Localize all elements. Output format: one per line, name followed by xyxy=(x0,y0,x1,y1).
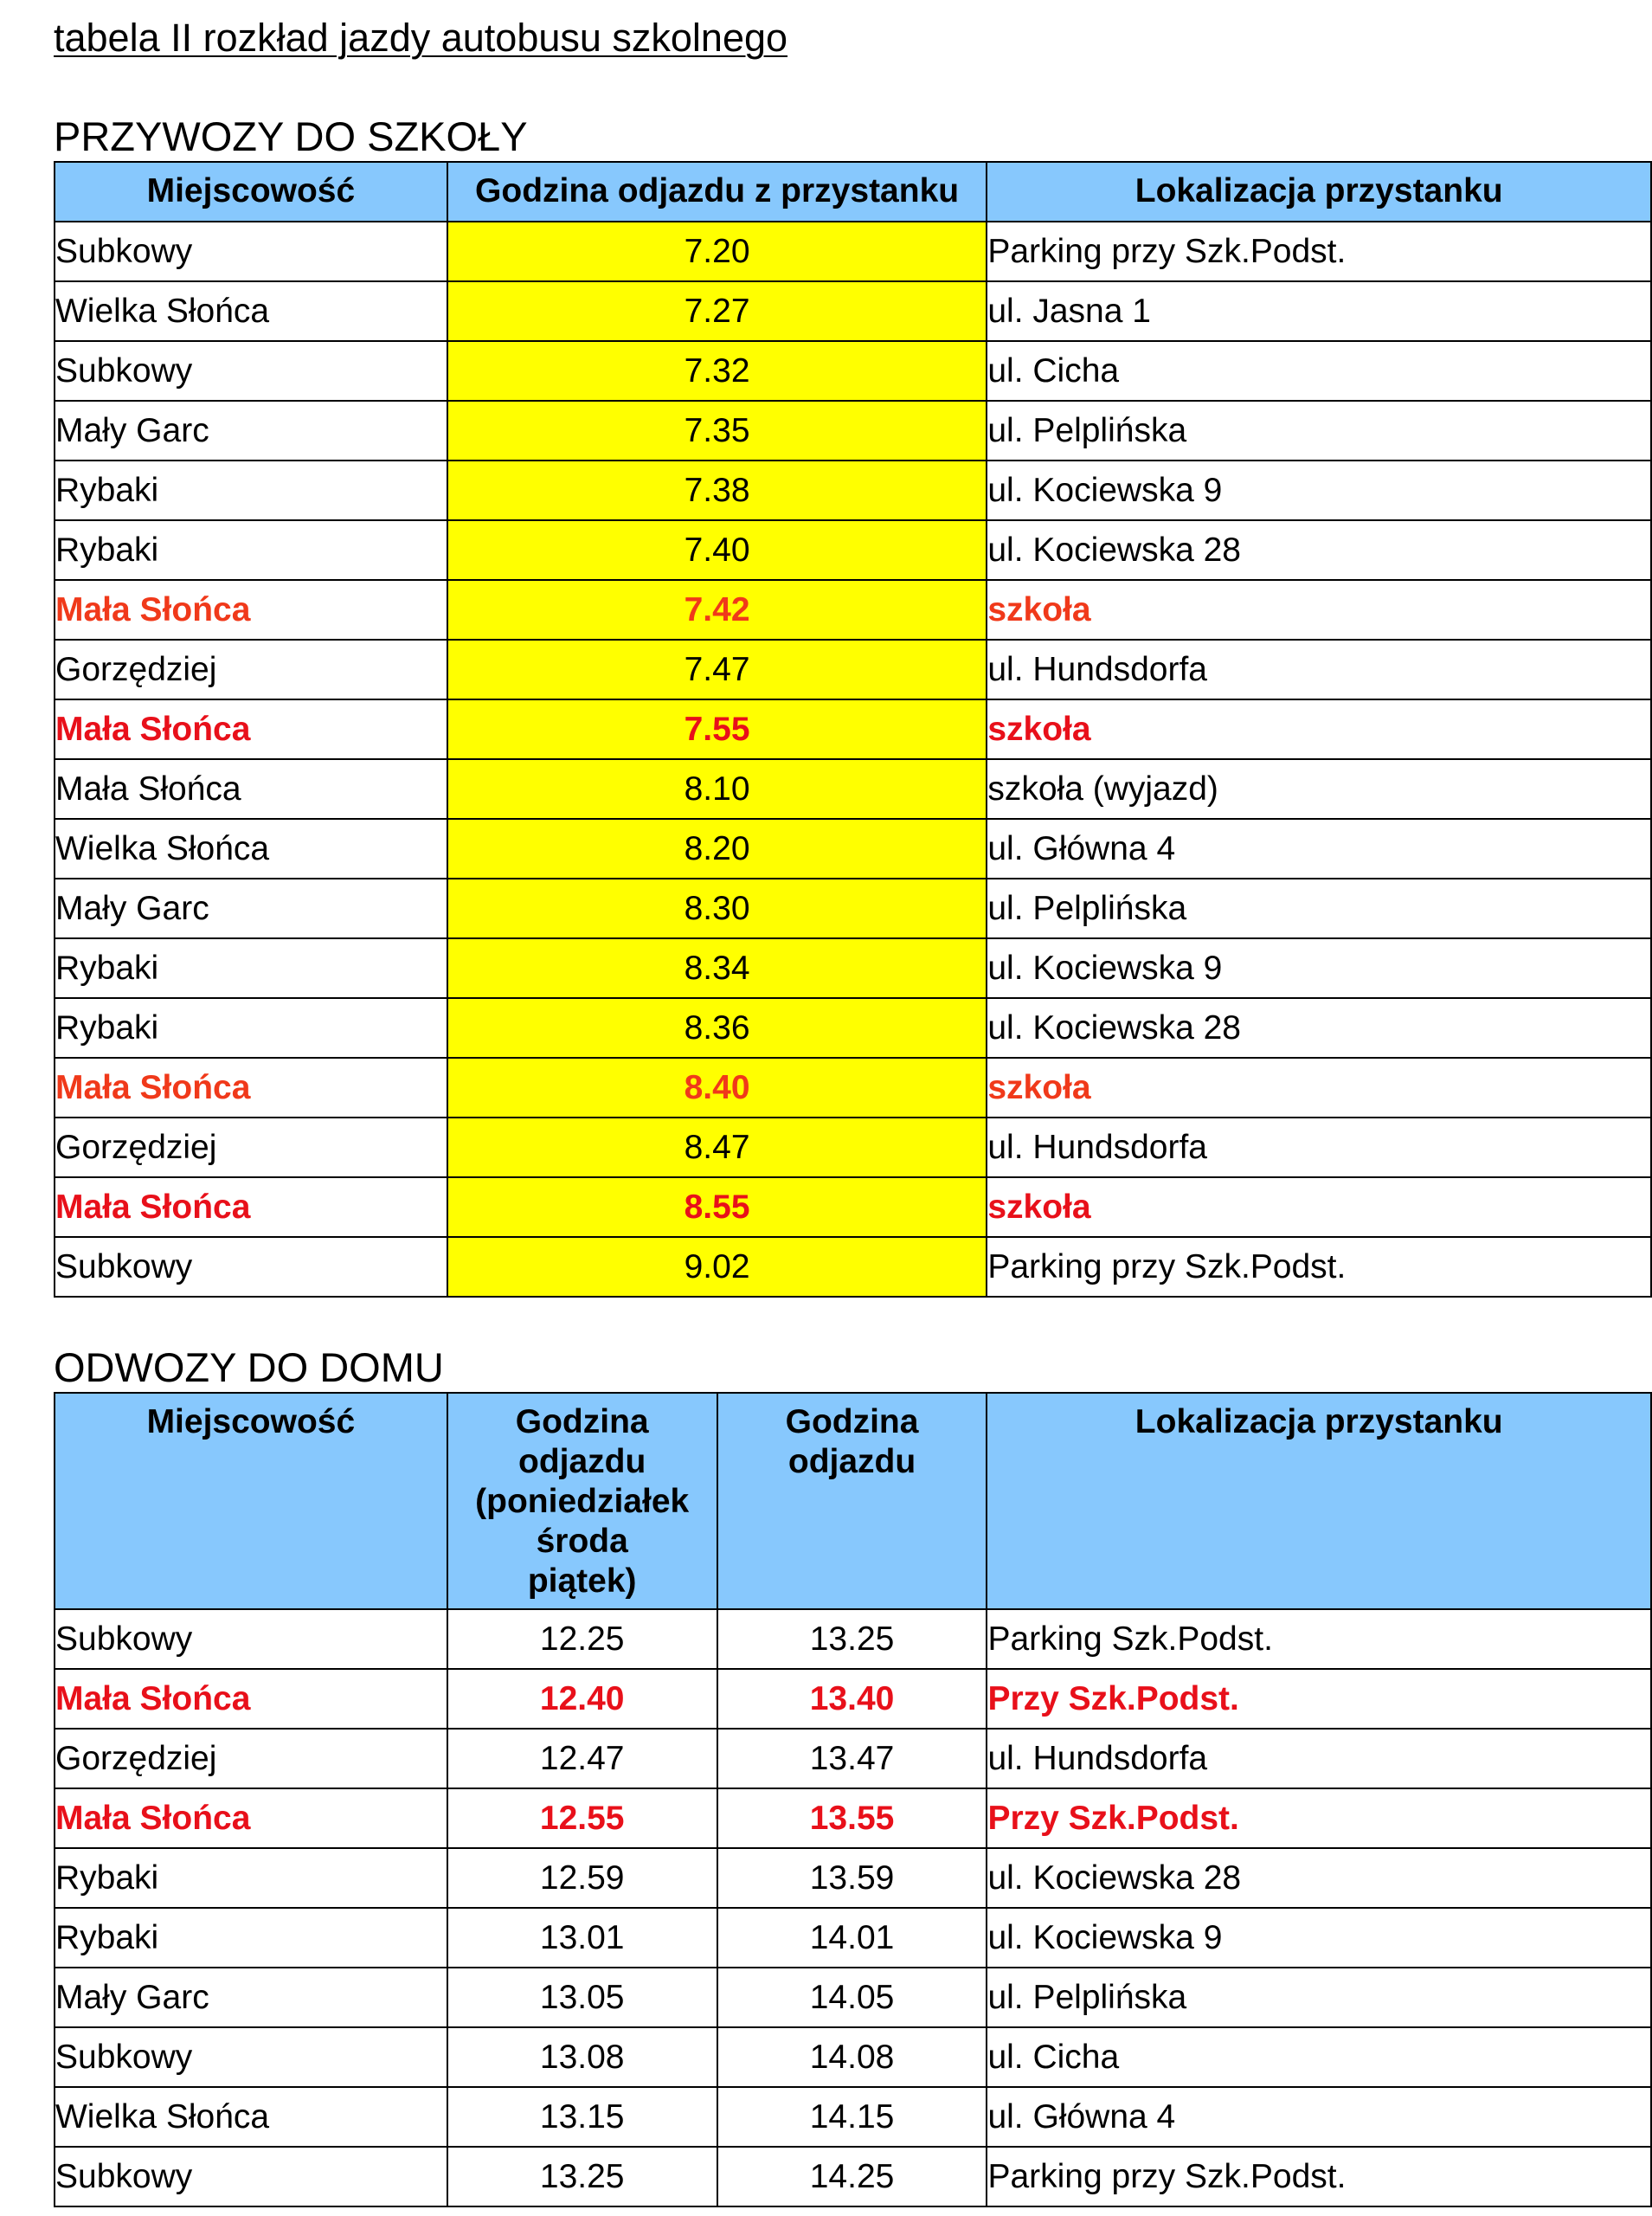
cell-stop-location: ul. Główna 4 xyxy=(987,819,1651,879)
cell-stop-location: ul. Jasna 1 xyxy=(987,281,1651,341)
table-header-row xyxy=(55,1393,1651,1609)
table-row xyxy=(55,2147,1651,2206)
header-stop-location: Lokalizacja przystanku xyxy=(987,1393,1651,1609)
table-row xyxy=(55,461,1651,520)
table-row xyxy=(55,1669,1651,1729)
table-row xyxy=(55,699,1651,759)
cell-stop-location: szkoła (wyjazd) xyxy=(987,759,1651,819)
przywozy-table xyxy=(54,161,1652,1298)
cell-place: Mała Słońca xyxy=(55,1177,447,1237)
header-departure-time xyxy=(717,1393,987,1609)
cell-departure-time-a: 13.05 xyxy=(447,1968,717,2027)
table-row xyxy=(55,998,1651,1058)
cell-departure-time: 8.30 xyxy=(447,879,987,938)
cell-departure-time-b: 14.25 xyxy=(717,2147,987,2206)
cell-stop-location: ul. Hundsdorfa xyxy=(987,640,1651,699)
cell-departure-time-b: 14.05 xyxy=(717,1968,987,2027)
cell-place: Subkowy xyxy=(55,1609,447,1669)
cell-place: Mała Słońca xyxy=(55,580,447,640)
page-title: tabela II rozkład jazdy autobusu szkolnego xyxy=(54,16,788,60)
cell-stop-location: Parking przy Szk.Podst. xyxy=(987,2147,1651,2206)
cell-place: Subkowy xyxy=(55,341,447,401)
cell-place: Rybaki xyxy=(55,520,447,580)
cell-place: Mała Słońca xyxy=(55,699,447,759)
cell-place: Rybaki xyxy=(55,1848,447,1908)
cell-place: Mała Słońca xyxy=(55,759,447,819)
cell-place: Rybaki xyxy=(55,938,447,998)
cell-departure-time: 8.10 xyxy=(447,759,987,819)
table-row xyxy=(55,281,1651,341)
cell-departure-time-a: 13.25 xyxy=(447,2147,717,2206)
cell-departure-time-a: 13.08 xyxy=(447,2027,717,2087)
cell-stop-location: ul. Pelplińska xyxy=(987,401,1651,461)
cell-departure-time-a: 13.01 xyxy=(447,1908,717,1968)
cell-departure-time: 8.34 xyxy=(447,938,987,998)
cell-stop-location: szkoła xyxy=(987,1058,1651,1118)
header-line: środa xyxy=(536,1523,628,1560)
cell-departure-time: 8.20 xyxy=(447,819,987,879)
cell-stop-location: ul. Kociewska 9 xyxy=(987,938,1651,998)
table-row xyxy=(55,819,1651,879)
cell-place: Mały Garc xyxy=(55,1968,447,2027)
table-row xyxy=(55,879,1651,938)
cell-place: Subkowy xyxy=(55,2147,447,2206)
table-row xyxy=(55,640,1651,699)
cell-place: Wielka Słońca xyxy=(55,2087,447,2147)
cell-stop-location: ul. Cicha xyxy=(987,341,1651,401)
cell-stop-location: szkoła xyxy=(987,1177,1651,1237)
cell-departure-time-b: 13.47 xyxy=(717,1729,987,1788)
cell-departure-time-b: 13.55 xyxy=(717,1788,987,1848)
cell-departure-time: 7.20 xyxy=(447,222,987,281)
cell-place: Mały Garc xyxy=(55,401,447,461)
table-row xyxy=(55,341,1651,401)
table-row xyxy=(55,1908,1651,1968)
cell-stop-location: ul. Pelplińska xyxy=(987,1968,1651,2027)
table-row xyxy=(55,1058,1651,1118)
cell-stop-location: ul. Kociewska 9 xyxy=(987,461,1651,520)
cell-departure-time-b: 14.01 xyxy=(717,1908,987,1968)
cell-place: Subkowy xyxy=(55,2027,447,2087)
table-header-row xyxy=(55,162,1651,222)
table-row xyxy=(55,938,1651,998)
cell-departure-time-a: 12.55 xyxy=(447,1788,717,1848)
cell-departure-time: 7.35 xyxy=(447,401,987,461)
cell-stop-location: ul. Kociewska 28 xyxy=(987,520,1651,580)
cell-departure-time: 8.36 xyxy=(447,998,987,1058)
cell-stop-location: Parking przy Szk.Podst. xyxy=(987,1237,1651,1297)
cell-stop-location: ul. Pelplińska xyxy=(987,879,1651,938)
cell-departure-time: 7.32 xyxy=(447,341,987,401)
cell-place: Mały Garc xyxy=(55,879,447,938)
cell-departure-time-b: 14.08 xyxy=(717,2027,987,2087)
cell-departure-time-a: 12.40 xyxy=(447,1669,717,1729)
cell-place: Rybaki xyxy=(55,1908,447,1968)
cell-stop-location: ul. Hundsdorfa xyxy=(987,1729,1651,1788)
cell-departure-time-a: 12.59 xyxy=(447,1848,717,1908)
header-departure-time: Godzina odjazdu z przystanku xyxy=(447,162,987,222)
cell-place: Rybaki xyxy=(55,998,447,1058)
cell-place: Mała Słońca xyxy=(55,1669,447,1729)
table-row xyxy=(55,1177,1651,1237)
cell-departure-time-a: 12.25 xyxy=(447,1609,717,1669)
cell-place: Wielka Słońca xyxy=(55,819,447,879)
cell-stop-location: ul. Kociewska 28 xyxy=(987,998,1651,1058)
header-departure-time-mon-wed-fri xyxy=(447,1393,717,1609)
header-stop-location: Lokalizacja przystanku xyxy=(987,162,1651,222)
header-place: Miejscowość xyxy=(55,1393,447,1609)
cell-place: Subkowy xyxy=(55,1237,447,1297)
cell-stop-location: Parking przy Szk.Podst. xyxy=(987,222,1651,281)
cell-stop-location: Przy Szk.Podst. xyxy=(987,1669,1651,1729)
cell-stop-location: ul. Cicha xyxy=(987,2027,1651,2087)
section-title-odwozy: ODWOZY DO DOMU xyxy=(54,1344,444,1390)
table-row xyxy=(55,1729,1651,1788)
header-line: Godzina xyxy=(785,1403,919,1440)
table-row xyxy=(55,759,1651,819)
cell-place: Gorzędziej xyxy=(55,1729,447,1788)
cell-departure-time-a: 12.47 xyxy=(447,1729,717,1788)
cell-departure-time-b: 13.59 xyxy=(717,1848,987,1908)
table-row xyxy=(55,1118,1651,1177)
cell-departure-time-b: 13.25 xyxy=(717,1609,987,1669)
table-row xyxy=(55,222,1651,281)
header-line: Godzina xyxy=(515,1403,649,1440)
table-row xyxy=(55,2087,1651,2147)
table-row xyxy=(55,1848,1651,1908)
cell-departure-time: 7.55 xyxy=(447,699,987,759)
cell-stop-location: ul. Główna 4 xyxy=(987,2087,1651,2147)
cell-place: Rybaki xyxy=(55,461,447,520)
cell-place: Gorzędziej xyxy=(55,640,447,699)
table-row xyxy=(55,1609,1651,1669)
cell-stop-location: ul. Kociewska 9 xyxy=(987,1908,1651,1968)
header-line: odjazdu xyxy=(518,1443,646,1480)
cell-stop-location: szkoła xyxy=(987,580,1651,640)
cell-departure-time-b: 14.15 xyxy=(717,2087,987,2147)
table-row xyxy=(55,520,1651,580)
cell-place: Wielka Słońca xyxy=(55,281,447,341)
table-row xyxy=(55,1968,1651,2027)
cell-stop-location: Przy Szk.Podst. xyxy=(987,1788,1651,1848)
cell-departure-time: 7.40 xyxy=(447,520,987,580)
cell-stop-location: ul. Hundsdorfa xyxy=(987,1118,1651,1177)
table-row xyxy=(55,401,1651,461)
cell-departure-time: 9.02 xyxy=(447,1237,987,1297)
cell-place: Mała Słońca xyxy=(55,1058,447,1118)
cell-stop-location: Parking Szk.Podst. xyxy=(987,1609,1651,1669)
header-line: (poniedziałek xyxy=(475,1483,690,1520)
cell-departure-time: 7.27 xyxy=(447,281,987,341)
cell-departure-time: 7.38 xyxy=(447,461,987,520)
cell-departure-time-a: 13.15 xyxy=(447,2087,717,2147)
cell-departure-time: 7.47 xyxy=(447,640,987,699)
header-line: piątek) xyxy=(527,1562,637,1600)
table-row xyxy=(55,2027,1651,2087)
cell-departure-time: 7.42 xyxy=(447,580,987,640)
odwozy-table xyxy=(54,1392,1652,2207)
cell-departure-time-b: 13.40 xyxy=(717,1669,987,1729)
section-title-przywozy: PRZYWOZY DO SZKOŁY xyxy=(54,113,528,159)
cell-stop-location: ul. Kociewska 28 xyxy=(987,1848,1651,1908)
cell-departure-time: 8.55 xyxy=(447,1177,987,1237)
cell-place: Mała Słońca xyxy=(55,1788,447,1848)
table-row xyxy=(55,1237,1651,1297)
cell-departure-time: 8.40 xyxy=(447,1058,987,1118)
table-row xyxy=(55,1788,1651,1848)
header-line: odjazdu xyxy=(787,1443,916,1480)
cell-stop-location: szkoła xyxy=(987,699,1651,759)
cell-departure-time: 8.47 xyxy=(447,1118,987,1177)
header-place: Miejscowość xyxy=(55,162,447,222)
cell-place: Gorzędziej xyxy=(55,1118,447,1177)
table-row xyxy=(55,580,1651,640)
cell-place: Subkowy xyxy=(55,222,447,281)
